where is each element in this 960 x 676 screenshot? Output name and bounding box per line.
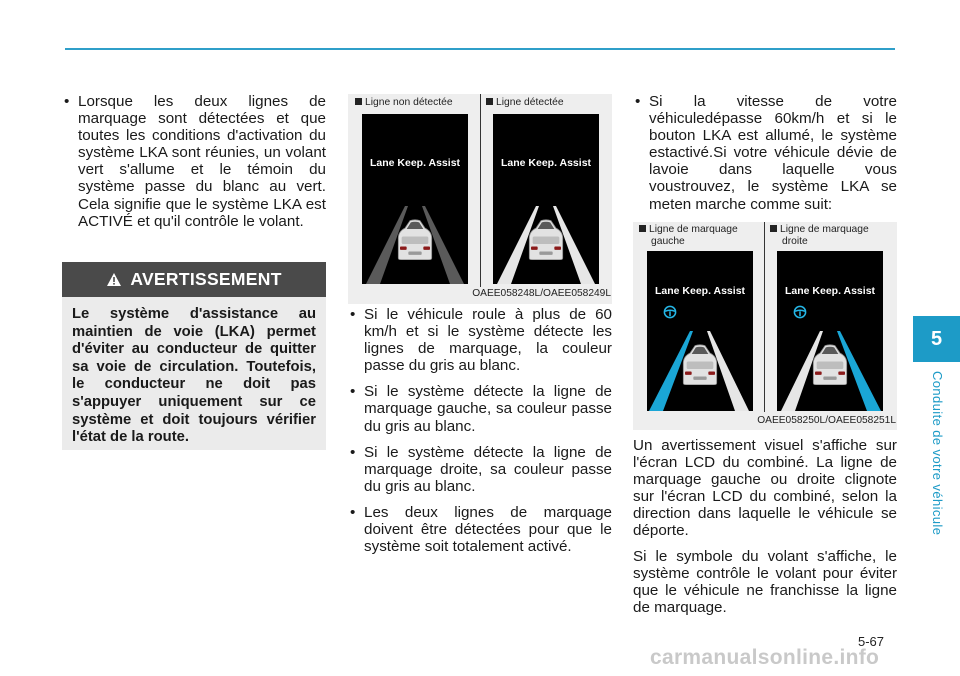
figure-label-text: Ligne de marquage xyxy=(649,224,738,235)
bullet-dot: • xyxy=(64,93,70,110)
chapter-number: 5 xyxy=(930,327,943,350)
square-bullet-icon xyxy=(639,225,646,232)
bullet-text: Si le système détecte la ligne de marquage gauche, sa couleur passe du gris au blanc. xyxy=(364,383,612,435)
bullet-text: Les deux lignes de marquage doivent être détectées pour que le système soit totalement activé. xyxy=(364,503,612,556)
cluster-screen-left xyxy=(362,114,468,284)
bullet-item xyxy=(348,444,612,495)
figure-label-text: Ligne détectée xyxy=(496,97,564,108)
car-icon xyxy=(521,218,571,260)
warning-text: Le système d'assistance au maintien de voie (LKA) permet d'éviter au conducteur de quitter sa voie de circulation. Toutefois, le conducteur ne doit pas s'appuyer uniquement sur ce système et doit toujours vérifier l'état de la route. xyxy=(72,306,316,446)
bullet-dot: • xyxy=(350,443,356,461)
car-icon xyxy=(805,343,855,385)
screen-title: Lane Keep. Assist xyxy=(784,285,876,297)
car-icon xyxy=(675,343,725,385)
paragraph: Un avertissement visuel s'affiche sur l'écran LCD du combiné. La ligne de marquage gauche ou droite clignote sur l'écran LCD du combiné, selon la direction dans laquelle le véhicule se déporte. xyxy=(633,437,897,540)
square-bullet-icon xyxy=(355,98,362,105)
figure-label-left xyxy=(355,97,453,109)
paragraph: Si le symbole du volant s'affiche, le système contrôle le volant pour éviter que le véhicule ne franchisse la ligne de marquage. xyxy=(633,547,897,616)
warning-header xyxy=(62,262,326,297)
figure-lane-detection xyxy=(348,94,612,304)
screen-title: Lane Keep. Assist xyxy=(369,157,461,169)
warning-title: AVERTISSEMENT xyxy=(130,269,282,289)
bullet-text: Si la vitesse de votre véhiculedépasse 60km/h et si le bouton LKA est allumé, le système estactivé.Si votre véhicule dévie de lavoie dans laquelle vous voustrouvez, le système LKA se meten marche comme suit: xyxy=(649,93,897,213)
bullet-item xyxy=(348,383,612,434)
bullet-item xyxy=(633,93,897,213)
figure-label-text: Ligne non détectée xyxy=(365,97,453,108)
car-icon xyxy=(390,218,440,260)
screen-title: Lane Keep. Assist xyxy=(500,157,592,169)
lane-lines-right-warning xyxy=(777,251,883,411)
cluster-screen-left xyxy=(647,251,753,411)
bullet-text: Si le véhicule roule à plus de 60 km/h et si le système détecte les lignes de marquage, la couleur passe du gris au blanc. xyxy=(364,306,612,375)
column-3-lower xyxy=(633,437,897,624)
cluster-screen-right xyxy=(493,114,599,284)
steering-wheel-icon xyxy=(663,305,677,319)
chapter-tab[interactable] xyxy=(913,316,960,362)
figure-label-text: droite xyxy=(782,236,808,247)
page-number: 5-67 xyxy=(858,634,885,649)
bullet-item xyxy=(348,306,612,374)
bullet-item xyxy=(348,504,612,555)
cluster-screen-right xyxy=(777,251,883,411)
figure-label-left xyxy=(639,224,738,248)
screen-title: Lane Keep. Assist xyxy=(654,285,746,297)
figure-label-right xyxy=(486,97,564,109)
figure-divider xyxy=(480,94,481,287)
header-rule xyxy=(65,48,895,50)
figure-lane-departure xyxy=(633,222,897,430)
bullet-text: Si le système détecte la ligne de marquage droite, sa couleur passe du gris au blanc. xyxy=(364,443,612,495)
square-bullet-icon xyxy=(486,98,493,105)
column-2 xyxy=(348,306,612,564)
steering-wheel-icon xyxy=(793,305,807,319)
figure-divider xyxy=(764,222,765,412)
warning-box xyxy=(62,262,326,450)
figure-label-text: Ligne de marquage xyxy=(780,224,869,235)
bullet-dot: • xyxy=(635,93,641,110)
lane-lines-left-warning xyxy=(647,251,753,411)
figure-code: OAEE058248L/OAEE058249L xyxy=(472,288,611,299)
column-1 xyxy=(62,93,326,239)
figure-code: OAEE058250L/OAEE058251L xyxy=(757,415,896,426)
figure-label-right xyxy=(770,224,869,248)
bullet-item xyxy=(62,93,326,230)
bullet-dot: • xyxy=(350,503,356,521)
column-3 xyxy=(633,93,897,222)
chapter-title: Conduite de votre véhicule xyxy=(930,371,945,536)
square-bullet-icon xyxy=(770,225,777,232)
watermark: carmanualsonline.info xyxy=(650,646,880,669)
bullet-dot: • xyxy=(350,306,356,323)
bullet-dot: • xyxy=(350,383,356,401)
warning-triangle-icon xyxy=(106,272,122,287)
bullet-text: Lorsque les deux lignes de marquage sont détectées et que toutes les conditions d'activation du système LKA sont réunies, un volant vert s'allume et le témoin du système passe du blanc au vert. Cela signifie que le système LKA est ACTIVÉ et qu'il contrôle le volant. xyxy=(78,93,326,230)
figure-label-text: gauche xyxy=(651,236,685,247)
